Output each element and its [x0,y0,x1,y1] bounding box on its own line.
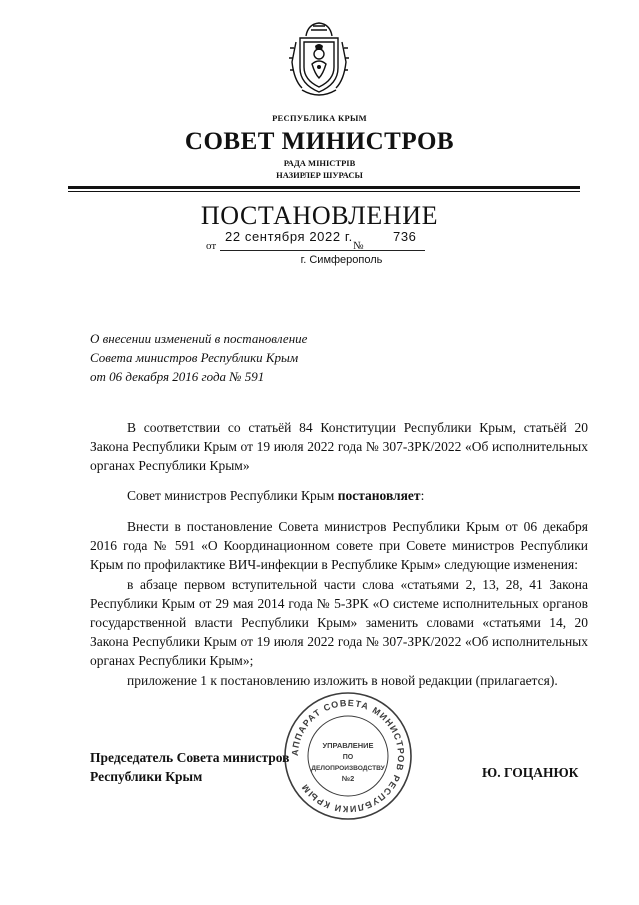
date-prefix: от [206,240,217,252]
council-name: СОВЕТ МИНИСТРОВ [184,128,455,155]
amendment-item-1: в абзаце первом вступительной части слова «статьями 2, 13, 28, 41 Закона Республики Крым от 29 мая 2014 года № 5-ЗРК «О системе исполнительных органов государственной власти Республики Крым» заменить словами «статьями 14, 20 Закона Республики Крым от 19 июля 2022 года № 307-ЗРК/2022 «Об исполнительных органах Республики Крым»; [90,576,588,669]
stamp-line-1: УПРАВЛЕНИЕ [322,741,374,750]
subject-line: Совета министров Республики Крым [90,350,299,365]
republic-name: РЕСПУБЛИКА КРЫМ [272,113,367,123]
number-label: № [353,240,364,252]
preamble-paragraph: В соответствии со статьёй 84 Конституции Республики Крым, статьёй 20 Закона Республики Крым от 19 июля 2022 года № 307-ЗРК/2022 «Об исполнительных органах Республики Крым» [90,420,588,474]
amendments-block [90,517,588,690]
office-stamp [282,690,414,822]
subject-line: от 06 декабря 2016 года № 591 [90,369,265,384]
council-name-crimean-tatar: НАЗИРЛЕР ШУРАСЫ [276,170,363,180]
resolution-verb: постановляет [337,488,421,503]
resolution-colon: : [420,488,425,503]
document-type-title: ПОСТАНОВЛЕНИЕ [200,201,439,230]
signatory-name: Ю. ГОЦАНЮК [482,765,579,780]
council-name-ukrainian: РАДА МІНІСТРІВ [283,158,356,168]
city-line [0,254,639,266]
amendment-item-2: приложение 1 к постановлению изложить в новой редакции (прилагается). [127,672,558,688]
signatory-title-line: Председатель Совета министров [90,750,290,765]
stamp-line-2: ПО [342,754,354,761]
resolution-text: Совет министров Республики Крым [127,488,338,503]
date-number-underline [220,250,425,251]
header-divider-thin [68,191,580,192]
resolution-paragraph [90,486,588,505]
signatory-title [90,748,289,786]
subject-line: О внесении изменений в постановление [90,331,308,346]
amendment-intro-paragraph: Внести в постановление Совета министров Республики Крым от 06 декабря 2016 года № 591 «О Координационном совете при Совете министров Республики Крым по профилактике ВИЧ-инфекции в Республике Крым» следующие изменения: [90,519,588,573]
city-name: г. Симферополь [300,254,383,266]
stamp-line-4: №2 [341,774,355,783]
header-divider-thick [68,186,580,189]
decree-date: 22 сентября 2022 г. [225,229,353,244]
crimea-coat-of-arms-icon [286,18,352,102]
decree-subject [90,329,307,386]
stamp-line-3: ДЕЛОПРОИЗВОДСТВУ [311,765,385,772]
stamp-ring-text: АППАРАТ СОВЕТА МИНИСТРОВ РЕСПУБЛИКИ КРЫМ [289,697,407,815]
decree-number: 736 [393,229,417,244]
signatory-title-line: Республики Крым [90,769,203,784]
